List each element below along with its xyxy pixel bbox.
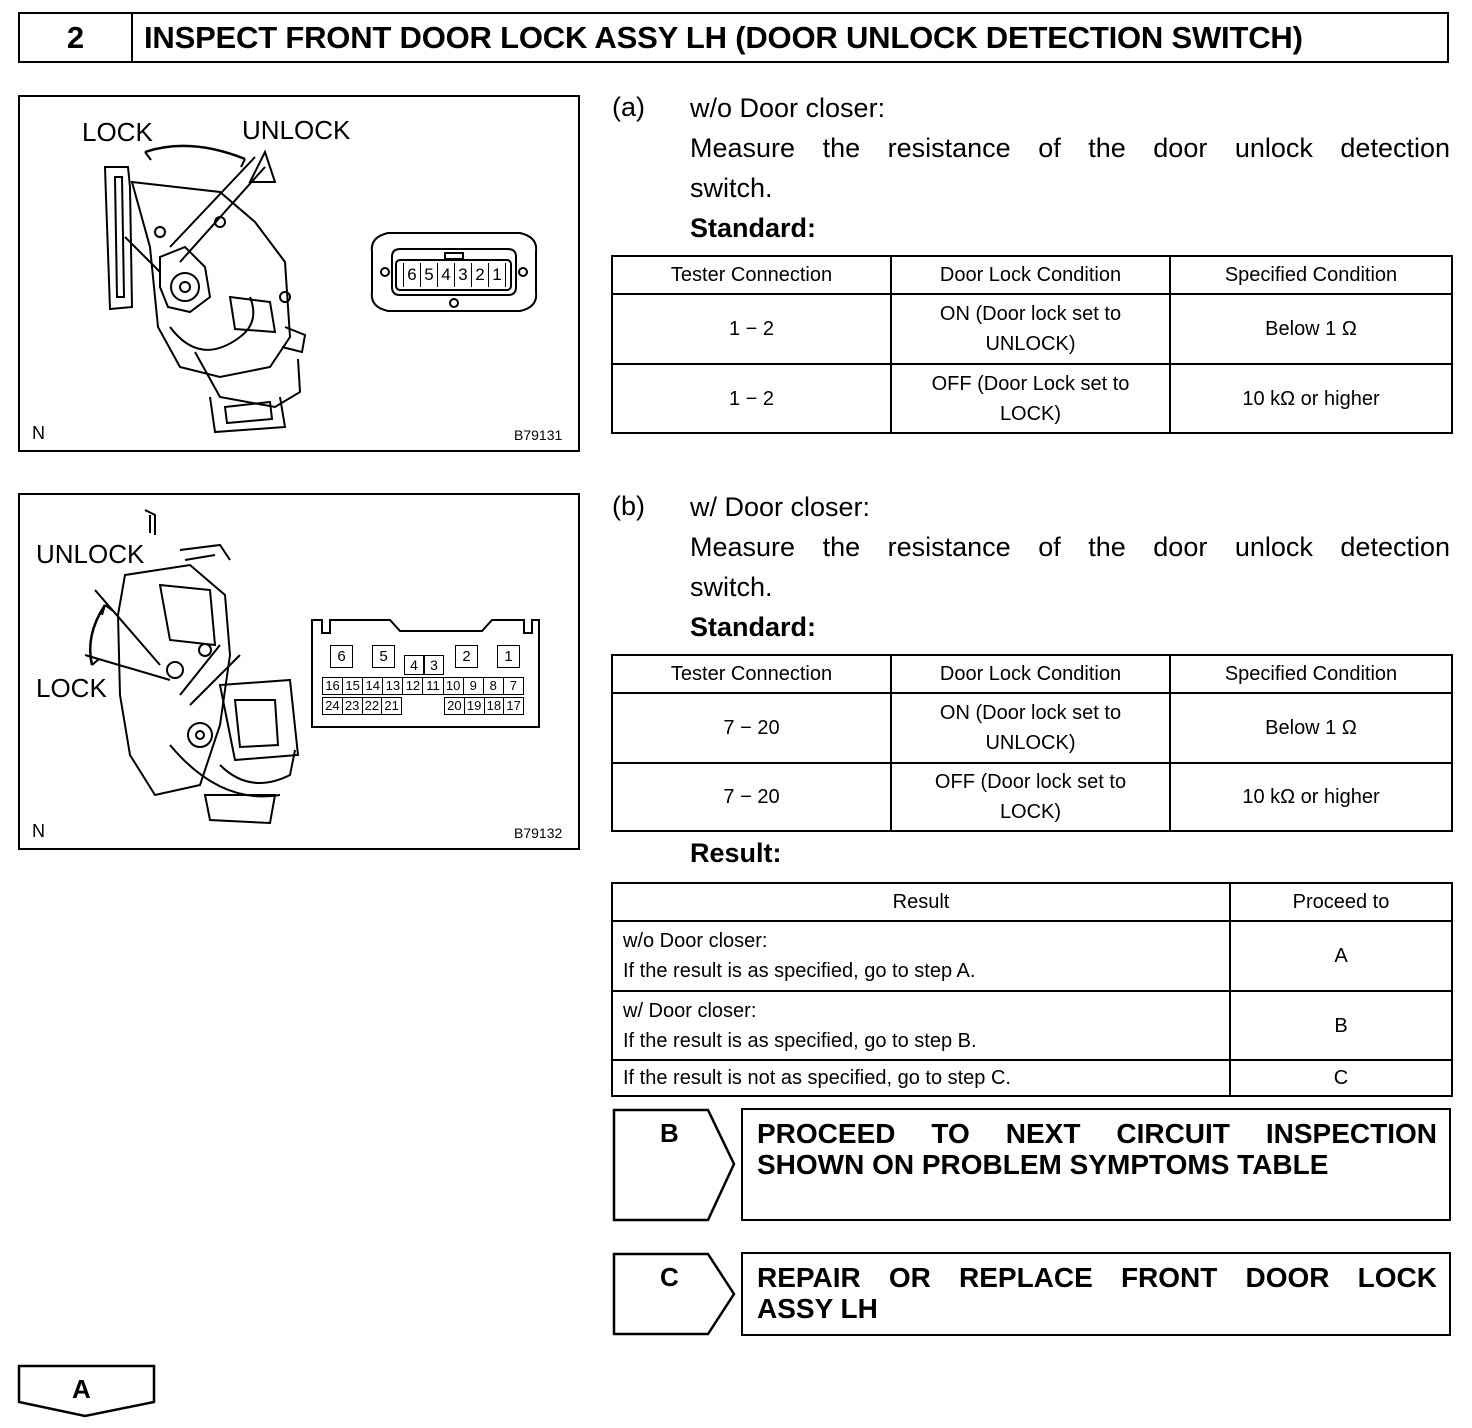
pin: 1 — [497, 645, 520, 668]
pin: 2 — [455, 645, 478, 668]
result-label: Result: — [690, 838, 782, 868]
pin: 20 — [444, 697, 464, 715]
pin: 9 — [463, 677, 483, 695]
label-unlock: UNLOCK — [36, 539, 145, 569]
connector-b-row2-right — [444, 697, 524, 715]
table-row — [612, 1060, 1452, 1096]
result-line: w/ Door closer: — [623, 999, 757, 1022]
pin: 6 — [330, 645, 353, 668]
col-header: Proceed to — [1230, 883, 1452, 921]
cell-connection: 1 − 2 — [612, 364, 891, 433]
cond-line: LOCK) — [999, 801, 1062, 823]
pin: 16 — [322, 677, 342, 695]
cell-condition — [891, 693, 1170, 763]
cond-line: UNLOCK) — [985, 732, 1076, 754]
pin: 12 — [402, 677, 422, 695]
pin: 5 — [420, 263, 437, 287]
pin: 18 — [484, 697, 504, 715]
col-header: Door Lock Condition — [891, 256, 1170, 294]
result-condition — [612, 921, 1230, 991]
col-header: Door Lock Condition — [891, 655, 1170, 693]
pin: 19 — [464, 697, 484, 715]
pin: 10 — [443, 677, 463, 695]
label-lock: LOCK — [36, 673, 107, 703]
pin: 13 — [382, 677, 402, 695]
proceed-c-label: C — [660, 1262, 679, 1292]
figure-a — [18, 95, 580, 452]
pin: 7 — [503, 677, 524, 695]
table-header-row — [612, 655, 1452, 693]
pin: 23 — [342, 697, 362, 715]
section-a-line1: w/o Door closer: — [690, 93, 886, 123]
step-header — [18, 12, 1449, 63]
proceed-c-line1: REPAIR OR REPLACE FRONT DOOR LOCK — [757, 1262, 1437, 1293]
pin: 21 — [381, 697, 402, 715]
proceed-b-line1: PROCEED TO NEXT CIRCUIT INSPECTION — [757, 1118, 1437, 1149]
connector-a-pins — [403, 263, 506, 287]
result-line: If the result is as specified, go to step B. — [623, 1029, 977, 1052]
cell-connection: 7 − 20 — [612, 693, 891, 763]
cell-spec: Below 1 Ω — [1170, 294, 1452, 364]
proceed-b-label: B — [660, 1118, 679, 1148]
proceed-c-box — [741, 1252, 1451, 1336]
pin: 22 — [362, 697, 382, 715]
pin: 24 — [322, 697, 342, 715]
col-header: Specified Condition — [1170, 655, 1452, 693]
pin: 5 — [372, 645, 395, 668]
proceed-b-line2: SHOWN ON PROBLEM SYMPTOMS TABLE — [757, 1149, 1329, 1180]
pin: 1 — [488, 263, 506, 287]
pin: 8 — [483, 677, 503, 695]
cell-spec: 10 kΩ or higher — [1170, 763, 1452, 831]
section-b-text — [690, 487, 1450, 647]
pin: 3 — [424, 655, 444, 675]
section-a-line3: switch. — [690, 173, 773, 203]
label-unlock: UNLOCK — [242, 115, 351, 145]
result-proceed: C — [1230, 1060, 1452, 1096]
table-row — [612, 921, 1452, 991]
proceed-c-line2: ASSY LH — [757, 1293, 878, 1324]
table-row — [612, 693, 1452, 763]
table-row — [612, 364, 1452, 433]
cell-condition — [891, 763, 1170, 831]
connector-b-row1 — [322, 677, 524, 695]
cond-line: ON (Door lock set to — [939, 702, 1122, 724]
cell-connection: 7 − 20 — [612, 763, 891, 831]
section-b-letter: (b) — [612, 491, 645, 521]
section-b-spec-table — [611, 654, 1453, 832]
table-header-row — [612, 256, 1452, 294]
section-b-line3: switch. — [690, 572, 773, 602]
figure-b — [18, 493, 580, 850]
result-line: If the result is as specified, go to step A. — [623, 960, 976, 982]
col-header: Tester Connection — [612, 256, 891, 294]
cell-spec: 10 kΩ or higher — [1170, 364, 1452, 433]
label-lock: LOCK — [82, 117, 153, 147]
pin: 11 — [422, 677, 442, 695]
pin: 4 — [404, 655, 424, 675]
result-table — [611, 882, 1453, 1097]
pin: 4 — [437, 263, 454, 287]
result-condition: If the result is not as specified, go to step C. — [612, 1060, 1230, 1096]
connector-b-row2-left — [322, 697, 402, 715]
cond-line: LOCK) — [999, 402, 1062, 425]
cell-spec: Below 1 Ω — [1170, 693, 1452, 763]
cond-line: OFF (Door Lock set to — [931, 372, 1130, 395]
pin: 17 — [503, 697, 524, 715]
figure-id: B79132 — [514, 825, 563, 841]
next-step-a-label: A — [72, 1374, 91, 1404]
col-header: Result — [612, 883, 1230, 921]
pin: 15 — [342, 677, 362, 695]
step-title: INSPECT FRONT DOOR LOCK ASSY LH (DOOR UNLOCK DETECTION SWITCH) — [144, 19, 1303, 55]
table-row — [612, 763, 1452, 831]
col-header: Specified Condition — [1170, 256, 1452, 294]
table-row — [612, 991, 1452, 1060]
section-a-line2: Measure the resistance of the door unlock detection — [690, 133, 1450, 163]
pin: 6 — [403, 263, 420, 287]
pin: 3 — [454, 263, 471, 287]
section-a-spec-table — [611, 255, 1453, 434]
table-header-row — [612, 883, 1452, 921]
section-b-standard-label: Standard: — [690, 612, 817, 642]
cell-condition — [891, 294, 1170, 364]
table-row — [612, 294, 1452, 364]
pin: 14 — [362, 677, 382, 695]
cond-line: ON (Door lock set to — [939, 303, 1122, 325]
result-condition — [612, 991, 1230, 1060]
section-b-line1: w/ Door closer: — [690, 492, 871, 522]
cell-condition — [891, 364, 1170, 433]
cond-line: OFF (Door lock set to — [934, 771, 1127, 793]
section-b-line2: Measure the resistance of the door unlock detection — [690, 532, 1450, 562]
corner-n: N — [32, 821, 45, 841]
corner-n: N — [32, 423, 45, 443]
col-header: Tester Connection — [612, 655, 891, 693]
section-a-standard-label: Standard: — [690, 213, 817, 243]
step-number: 2 — [20, 14, 133, 61]
section-a-text — [690, 88, 1450, 248]
section-a-letter: (a) — [612, 92, 645, 122]
result-proceed: A — [1230, 921, 1452, 991]
cond-line: UNLOCK) — [985, 333, 1076, 355]
pin: 2 — [471, 263, 488, 287]
cell-connection: 1 − 2 — [612, 294, 891, 364]
result-line: w/o Door closer: — [623, 930, 768, 952]
result-proceed: B — [1230, 991, 1452, 1060]
proceed-b-box — [741, 1108, 1451, 1221]
figure-id: B79131 — [514, 427, 563, 443]
